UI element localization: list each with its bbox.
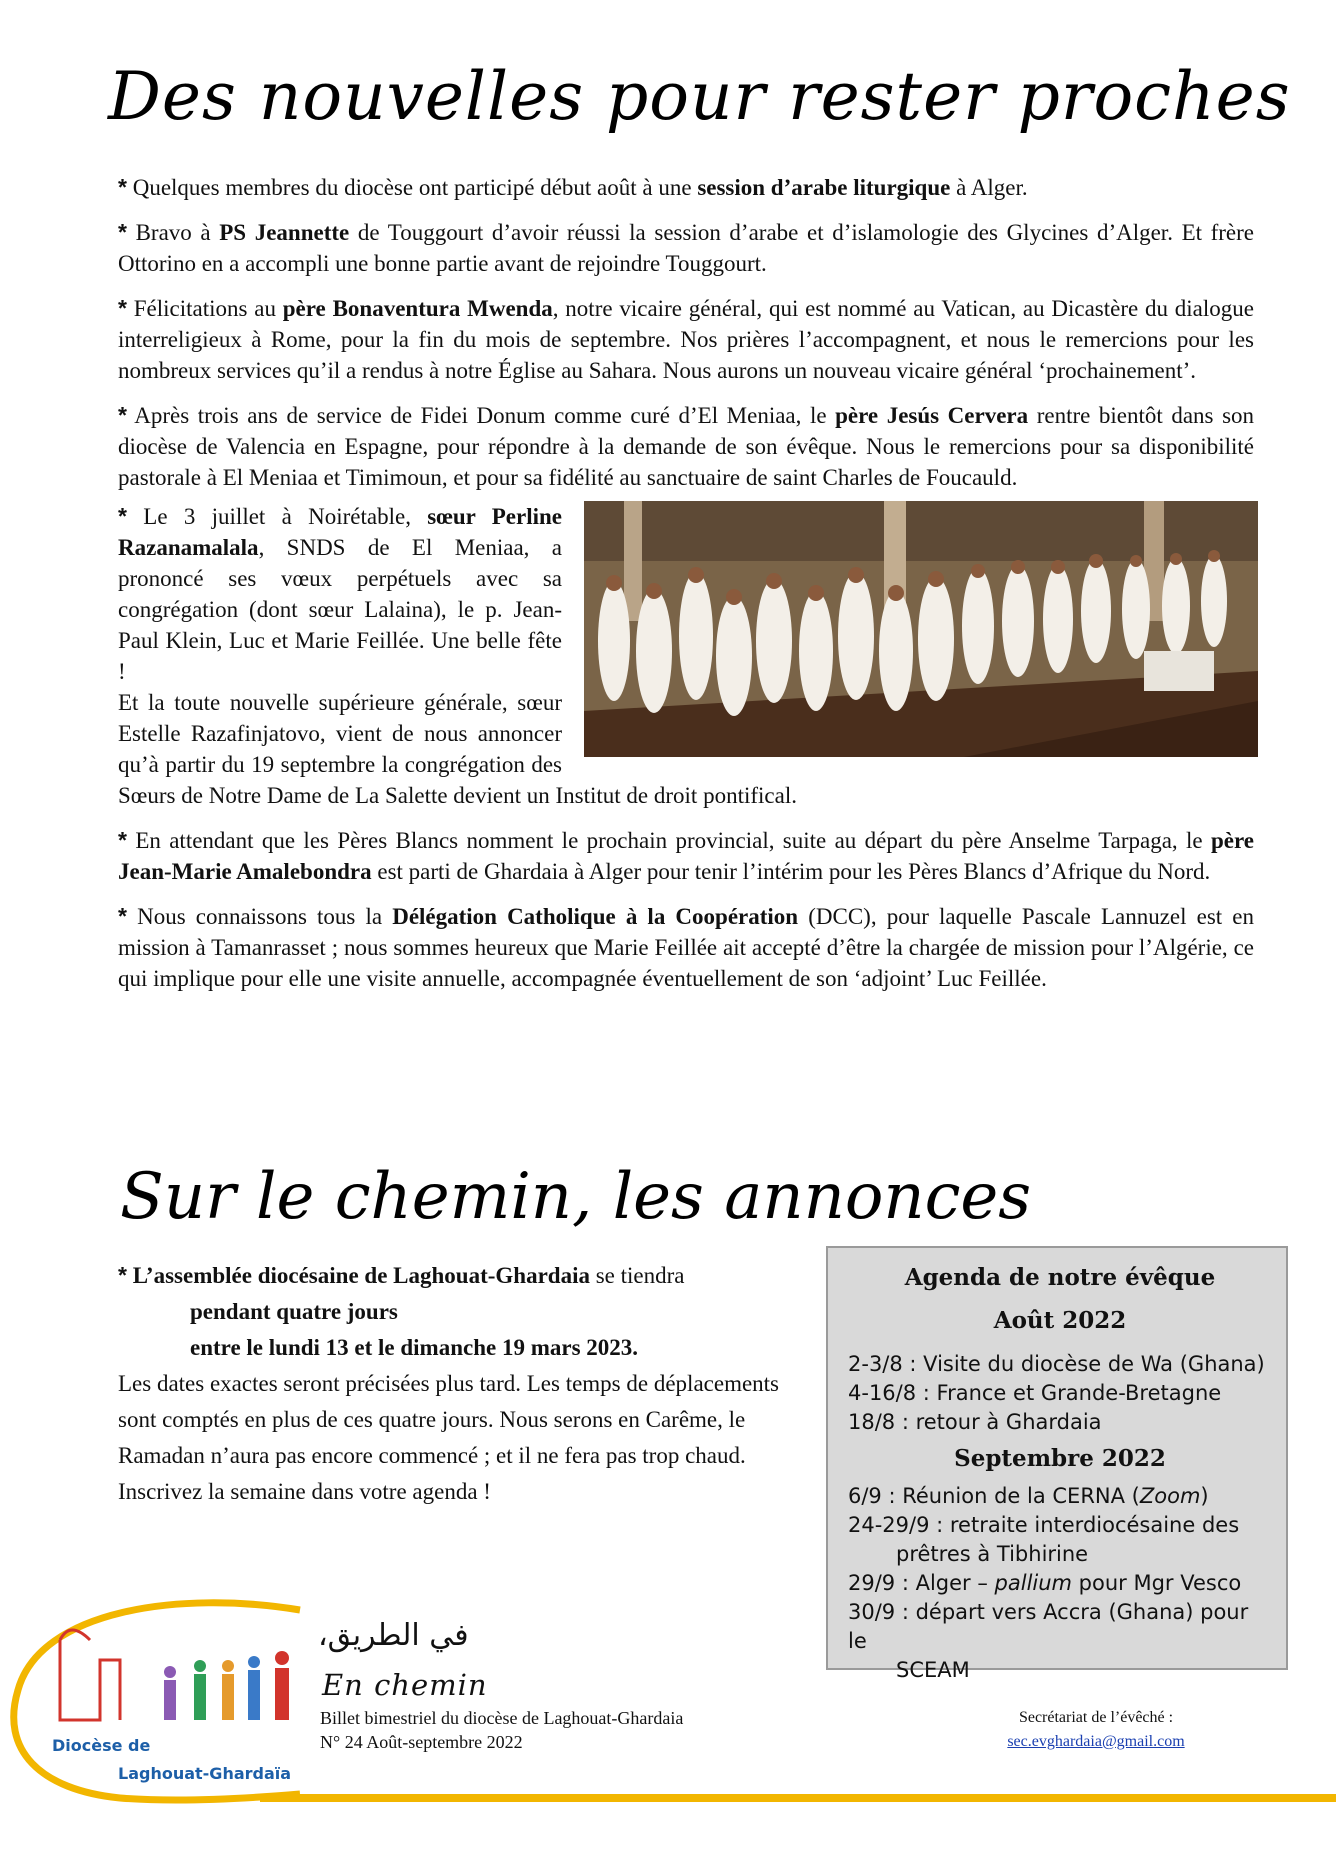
agenda-title: Agenda de notre évêque: [904, 1264, 1216, 1291]
news-item: * Après trois ans de service de Fidei Donum comme curé d’El Meniaa, le père Jesús Cervera rentre bientôt dans son diocèse de Valencia en Espagne, pour répondre à la demande de son évêque. Nous le remercions pour sa disponibilité pastorale à El Meniaa et Timimoun, et pour sa fidélité au sanctuaire de saint Charles de Foucauld.: [118, 402, 1255, 490]
agenda-entry-continuation: prêtres à Tibhirine: [896, 1542, 1089, 1566]
logo-text-line2: Laghouat-Ghardaïa: [118, 1764, 292, 1783]
section-title: Sur le chemin, les annonces: [120, 1160, 1032, 1234]
news-item: * Nous connaissons tous la Délégation Catholique à la Coopération (DCC), pour laquelle Pascale Lannuzel est en mission à Tamanrasset ; nous sommes heureux que Marie Feillée ait accepté d’être la chargée de mission pour l’Algérie, ce qui implique pour elle une visite annuelle, accompagnée éventuellement de son ‘adjoint’ Luc Feillée.: [118, 903, 1255, 991]
news-item: * Bravo à PS Jeannette de Touggourt d’avoir réussi la session d’arabe et d’islamologie des Glycines d’Alger. Et frère Ottorino en a accompli une bonne partie avant de rejoindre Touggourt.: [118, 219, 1255, 276]
agenda-month-august: Août 2022: [993, 1307, 1127, 1334]
logo-text-line1: Diocèse de: [52, 1736, 151, 1755]
announcement-dates: entre le lundi 13 et le dimanche 19 mars 2023.: [190, 1335, 639, 1360]
agenda-entry-continuation: SCEAM: [896, 1658, 970, 1682]
agenda-entry: 2-3/8 : Visite du diocèse de Wa (Ghana): [848, 1352, 1265, 1376]
bullet-star: *: [118, 1262, 127, 1288]
agenda-entry: 18/8 : retour à Ghardaia: [848, 1410, 1102, 1434]
arabic-title: في الطريق،: [318, 1618, 469, 1653]
announcement-line: * L’assemblée diocésaine de Laghouat-Ghardaia se tiendra: [118, 1262, 685, 1288]
bullet-star: *: [118, 503, 127, 529]
agenda-entry: 24-29/9 : retraite interdiocésaine des: [848, 1513, 1240, 1537]
bullet-star: *: [118, 295, 127, 321]
secretariat-label: Secrétariat de l’évêché :: [1018, 1709, 1174, 1726]
bullet-star: *: [118, 219, 127, 245]
agenda-month-september: Septembre 2022: [954, 1445, 1166, 1472]
nuns-celebration-photo: [584, 501, 1258, 757]
secretariat-email-link[interactable]: sec.evghardaia@gmail.com: [1007, 1733, 1185, 1750]
bishop-agenda-box: [826, 1246, 1288, 1682]
agenda-entry: 29/9 : Alger – pallium pour Mgr Vesco: [848, 1571, 1242, 1595]
bullet-star: *: [118, 174, 127, 200]
agenda-entry: 4-16/8 : France et Grande-Bretagne: [848, 1381, 1222, 1405]
news-item: * En attendant que les Pères Blancs nomment le prochain provincial, suite au départ du père Anselme Tarpaga, le père Jean-Marie Amalebondra est parti de Ghardaia à Alger pour tenir l’intérim pour les Pères Blancs d’Afrique du Nord.: [118, 827, 1254, 884]
announcement-duration: pendant quatre jours: [190, 1299, 398, 1324]
bullet-star: *: [118, 903, 127, 929]
bulletin-name: En chemin: [322, 1668, 488, 1702]
photo-illustration: [584, 501, 1258, 757]
bullet-star: *: [118, 827, 127, 853]
bulletin-description: Billet bimestriel du diocèse de Laghouat-Ghardaia: [320, 1708, 684, 1728]
bulletin-issue: N° 24 Août-septembre 2022: [320, 1732, 523, 1752]
agenda-entry: 6/9 : Réunion de la CERNA (Zoom): [848, 1484, 1209, 1508]
announcement-closing: Inscrivez la semaine dans votre agenda !: [118, 1479, 491, 1504]
news-item: * Félicitations au père Bonaventura Mwenda, notre vicaire général, qui est nommé au Vatican, au Dicastère du dialogue interreligieux à Rome, pour la fin du mois de septembre. Nos prières l’accompagnent, et nous le remercions pour les nombreux services qu’il a rendus à notre Église au Sahara. Nous aurons un nouveau vicaire général ‘prochainement’.: [118, 295, 1254, 383]
news-item: * Quelques membres du diocèse ont participé début août à une session d’arabe liturgique à Alger.: [118, 174, 1028, 200]
news-item: * Le 3 juillet à Noirétable, sœur Perline Razanamalala, SNDS de El Meniaa, a prononcé ses vœux perpétuels avec sa congrégation (dont sœur Lalaina), le p. Jean-Paul Klein, Luc et Marie Feillée. Une belle fête !: [118, 503, 562, 684]
news-item-continuation: Et la toute nouvelle supérieure générale, sœur Estelle Razafinjatovo, vient de nous annoncer qu’à partir du 19 septembre la congrégation des Sœurs de Notre Dame de La Salette devient un Institut de droit pontifical.: [118, 690, 797, 808]
page-title: Des nouvelles pour rester proches: [108, 58, 1291, 135]
announcement: [118, 1257, 800, 1510]
secretariat-contact: [986, 1706, 1206, 1754]
footer-accent-bar: [260, 1794, 1336, 1802]
bullet-star: *: [118, 402, 127, 428]
bulletin-info: [320, 1706, 683, 1754]
announcement-body: Les dates exactes seront précisées plus tard. Les temps de déplacements sont comptés en plus de ces quatre jours. Nous serons en Carême, le Ramadan n’aura pas encore commencé ; et il ne fera pas trop chaud.: [118, 1371, 780, 1468]
news-section: [118, 172, 1254, 1008]
agenda-entry: 30/9 : départ vers Accra (Ghana) pour le: [848, 1600, 1249, 1653]
